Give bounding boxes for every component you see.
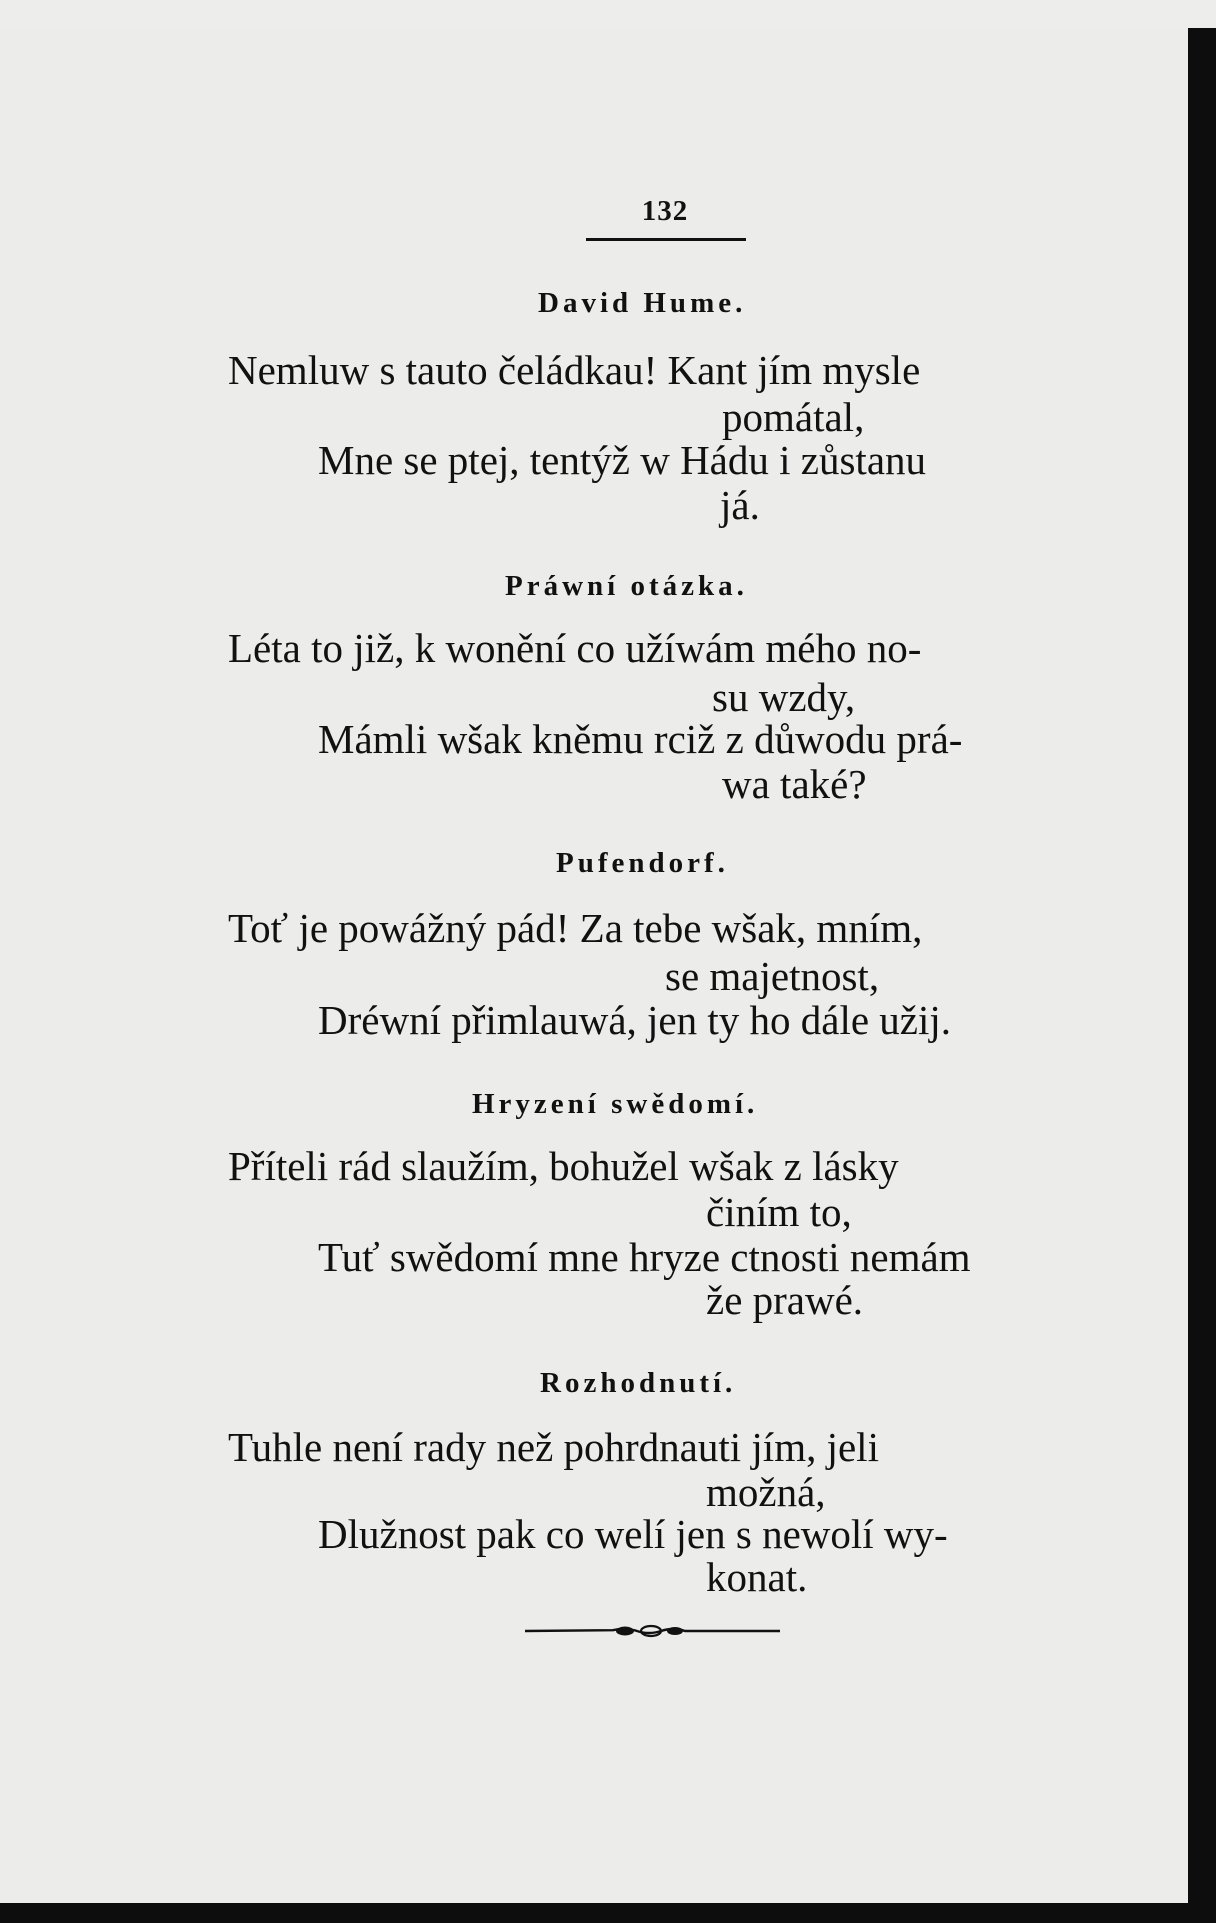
epigram-line: Příteli rád slaužím, bohužel wšak z lásky	[228, 1143, 899, 1189]
page-number-rule	[586, 238, 746, 241]
epigram-line: pomátal,	[722, 394, 865, 440]
epigram-heading-prawni-otazka: Práwní otázka.	[505, 570, 748, 602]
epigram-heading-pufendorf: Pufendorf.	[556, 847, 729, 879]
epigram-line: že prawé.	[706, 1277, 864, 1323]
epigram-line: Mámli wšak kněmu rciž z důwodu prá-	[318, 716, 963, 762]
epigram-line: Dréwní přimlauwá, jen ty ho dále užij.	[318, 997, 952, 1043]
epigram-line: Toť je powážný pád! Za tebe wšak, mním,	[228, 905, 923, 951]
epigram-heading-hryzeni-swedomi: Hryzení swědomí.	[472, 1088, 759, 1120]
epigram-line: možná,	[706, 1469, 826, 1515]
epigram-heading-rozhodnuti: Rozhodnutí.	[540, 1367, 737, 1399]
page-number: 132	[641, 195, 689, 227]
epigram-line: Tuhle není rady než pohrdnauti jím, jeli	[228, 1424, 879, 1470]
epigram-heading-david-hume: David Hume.	[538, 287, 747, 319]
page-top-edge	[0, 0, 1216, 28]
epigram-line: Léta to již, k wonění co užíwám mého no-	[228, 625, 922, 671]
epigram-line: Dlužnost pak co welí jen s newolí wy-	[318, 1511, 948, 1557]
epigram-line: Tuť swědomí mne hryze ctnosti nemám	[318, 1234, 971, 1280]
epigram-line: Nemluw s tauto čeládkau! Kant jím mysle	[228, 347, 921, 393]
epigram-line: Mne se ptej, tentýž w Hádu i zůstanu	[318, 437, 927, 483]
epigram-line: já.	[720, 482, 760, 528]
epigram-line: se majetnost,	[665, 953, 880, 999]
end-ornament-icon	[525, 1623, 780, 1639]
epigram-line: wa také?	[722, 761, 867, 807]
epigram-line: konat.	[706, 1554, 808, 1600]
epigram-line: činím to,	[706, 1189, 852, 1235]
epigram-line: su wzdy,	[712, 674, 856, 720]
